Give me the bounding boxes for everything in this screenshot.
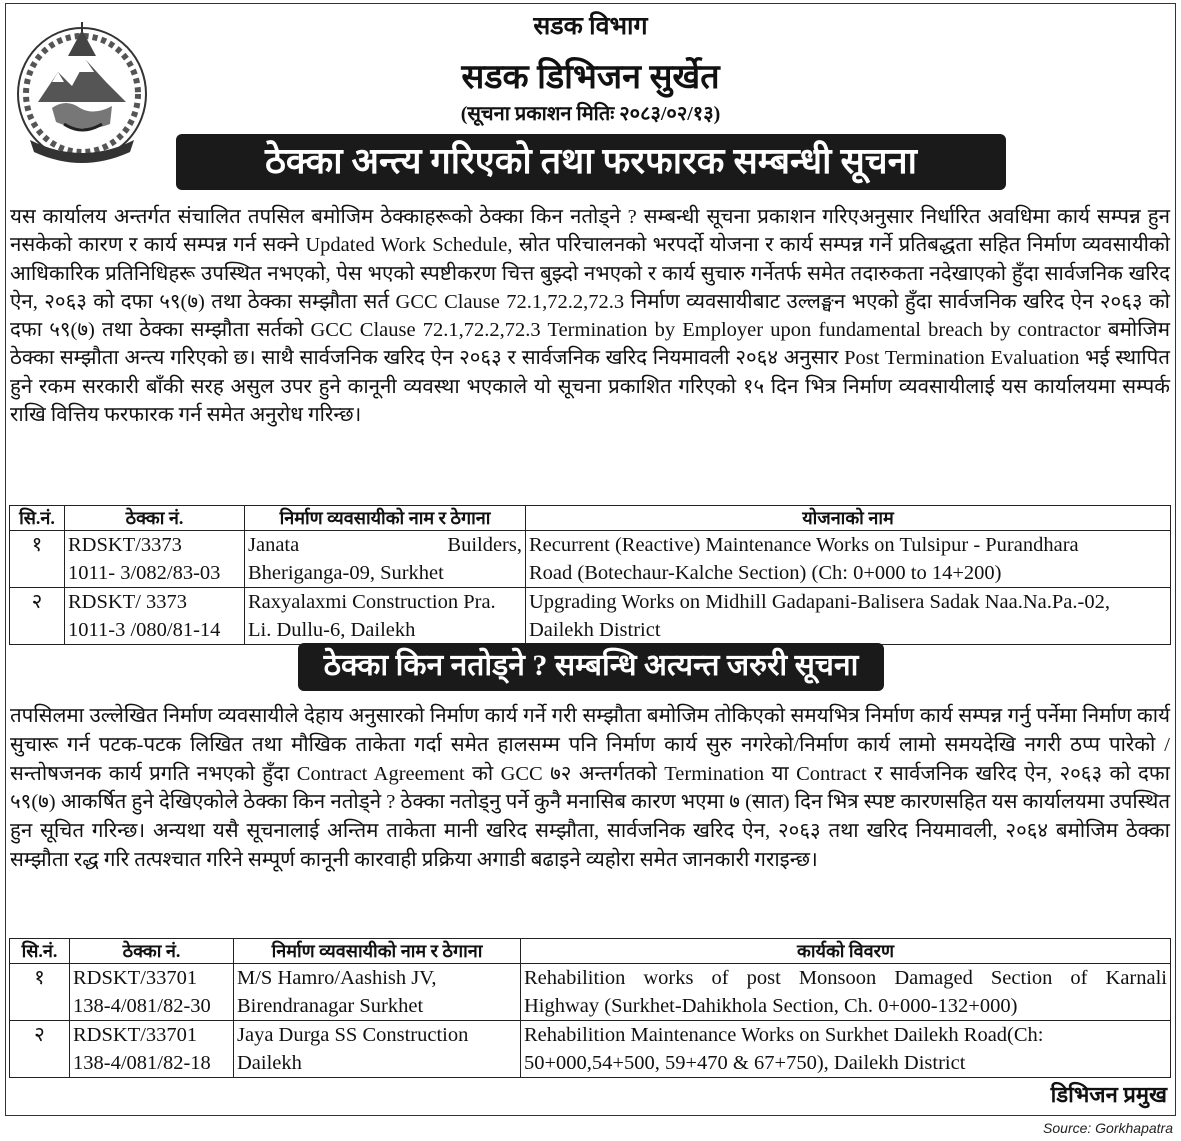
notice2-body: तपसिलमा उल्लेखित निर्माण व्यवसायीले देहाय अनुसारको निर्माण कार्य गर्ने गरी सम्झौता बमोजिम तोकिएको समयभित्र निर्माण कार्य सम्पन्न गर्नु पर्नेमा निर्माण कार्य सुचारू गर्न पटक-पटक लिखित तथा मौखिक ताकेता गर्दा समेत हालसम्म पनि निर्माण कार्य सुरु नगरेको/निर्माण कार्य लामो समयदेखि नगरी ठप्प पारेको /सन्तोषजनक कार्य प्रगति नभएको हुँदा Contract Agreement को GCC ७२ अन्तर्गतको Termination या Contract र सार्वजनिक खरिद ऐन, २०६३ को दफा ५९(७) आकर्षित हुने देखिएकोले ठेक्का किन नतोड्ने ? ठेक्का नतोड्नु पर्ने कुनै मनासिब कारण भएमा ७ (सात) दिन भित्र स्पष्ट कारणसहित यस कार्यालयमा उपस्थित हुन सूचित गरिन्छ। अन्यथा यसै सूचनालाई अन्तिम ताकेता मानी खरिद सम्झौता, सार्वजनिक खरिद ऐन, २०६३ तथा खरिद नियमावली, २०६४ बमोजिम ठेक्का सम्झौता रद्ध गरि तत्पश्चात गरिने सम्पूर्ण कानूनी कारवाही प्रक्रिया अगाडी बढाइने व्यहोरा समेत जानकारी गराइन्छ। — [10, 705, 1170, 871]
project-line2: Road (Botechaur-Kalche Section) (Ch: 0+000 to 14+200) — [529, 562, 1002, 584]
table-header-row — [10, 506, 1171, 531]
notice2-title: ठेक्का किन नतोड्ने ? सम्बन्धि अत्यन्त जरुरी सूचना — [298, 643, 884, 691]
contractor-line1: Janata Builders, — [248, 534, 522, 556]
table-row — [10, 964, 1171, 1021]
row-sn: २ — [10, 588, 65, 645]
column-header-sn: सि.नं. — [10, 939, 70, 964]
source-credit: Source: Gorkhapatra — [1043, 1120, 1173, 1136]
column-header-sn: सि.नं. — [10, 506, 65, 531]
row-work-description — [521, 1021, 1171, 1078]
notice1-table — [9, 505, 1171, 645]
project-line2: 50+000,54+500, 59+470 & 67+750), Dailekh District — [524, 1052, 966, 1074]
column-header-contractor: निर्माण व्यवसायीको नाम र ठेगाना — [234, 939, 521, 964]
project-line2: Dailekh District — [529, 619, 661, 641]
table-row — [10, 588, 1171, 645]
row-sn: १ — [10, 531, 65, 588]
project-line1: Upgrading Works on Midhill Gadapani-Balisera Sadak Naa.Na.Pa.-02, — [529, 591, 1110, 613]
row-contractor — [234, 1021, 521, 1078]
column-header-contract-no: ठेक्का नं. — [70, 939, 234, 964]
row-project — [526, 588, 1171, 645]
row-project — [526, 531, 1171, 588]
row-sn: १ — [10, 964, 70, 1021]
contractor-line1: M/S Hamro/Aashish JV, — [237, 967, 437, 989]
contract-no-line1: RDSKT/ 3373 — [68, 591, 188, 613]
notice1-body: यस कार्यालय अन्तर्गत संचालित तपसिल बमोजिम ठेक्काहरूको ठेक्का किन नतोड्ने ? सम्बन्धी सूचना प्रकाशन गरिएअनुसार निर्धारित अवधिमा कार्य सम्पन्न हुन नसकेको कारण र कार्य सम्पन्न गर्न सक्ने Updated Work Schedule, स्रोत परिचालनको भरपर्दो योजना र कार्य सम्पन्न गर्ने प्रतिबद्धता सहित निर्माण व्यवसायीको आधिकारिक प्रतिनिधिहरू उपस्थित नभएको, पेस भएको स्पष्टीकरण चित्त बुझ्दो नभएको र कार्य सुचारु गर्नेतर्फ समेत तदारुकता नदेखाएको हुँदा सार्वजनिक खरिद ऐन, २०६३ को दफा ५९(७) तथा ठेक्का सम्झौता सर्त GCC Clause 72.1,72.2,72.3 निर्माण व्यवसायीबाट उल्लङ्घन भएको हुँदा सार्वजनिक खरिद ऐन २०६३ को दफा ५९(७) तथा ठेक्का सम्झौता सर्तको GCC Clause 72.1,72.2,72.3 Termination by Employer upon fundamental breach by contractor बमोजिम ठेक्का सम्झौता अन्त्य गरिएको छ। साथै सार्वजनिक खरिद ऐन २०६३ र सार्वजनिक खरिद नियमावली २०६४ अनुसार Post Termination Evaluation भई स्थापित हुने रकम सरकारी बाँकी सरह असुल उपर हुने कानूनी व्यवस्था भएकाले यो सूचना प्रकाशित गरिएको १५ दिन भित्र निर्माण व्यवसायीलाई यस कार्यालयमा सम्पर्क राखि वित्तिय फरफारक गर्न समेत अनुरोध गरिन्छ। — [10, 206, 1171, 427]
row-contract-no — [70, 1021, 234, 1078]
contract-no-line2: 138-4/081/82-30 — [73, 995, 211, 1017]
column-header-project: योजनाको नाम — [526, 506, 1171, 531]
column-header-contractor: निर्माण व्यवसायीको नाम र ठेगाना — [245, 506, 526, 531]
contract-no-line2: 1011-3 /080/81-14 — [68, 619, 221, 641]
contract-no-line1: RDSKT/33701 — [73, 967, 198, 989]
row-contract-no — [65, 531, 245, 588]
contract-no-line2: 1011- 3/082/83-03 — [68, 562, 221, 584]
project-line1: Rehabilition works of post Monsoon Damaged Section of Karnali — [524, 967, 1167, 989]
signatory: डिभिजन प्रमुख — [1050, 1082, 1167, 1107]
table-row — [10, 531, 1171, 588]
project-line2: Highway (Surkhet-Dahikhola Section, Ch. 0+000-132+000) — [524, 995, 1018, 1017]
table-header-row — [10, 939, 1171, 964]
contract-no-line2: 138-4/081/82-18 — [73, 1052, 211, 1074]
row-sn: २ — [10, 1021, 70, 1078]
department-name: सडक विभाग — [533, 13, 648, 40]
notice2-table — [9, 938, 1171, 1078]
table-row — [10, 1021, 1171, 1078]
project-line1: Rehabilition Maintenance Works on Surkhet Dailekh Road(Ch: — [524, 1024, 1044, 1046]
row-contractor — [245, 588, 526, 645]
row-contract-no — [65, 588, 245, 645]
column-header-contract-no: ठेक्का नं. — [65, 506, 245, 531]
division-name: सडक डिभिजन सुर्खेत — [461, 59, 720, 96]
contractor-line1: Raxyalaxmi Construction Pra. — [248, 591, 496, 613]
project-line1: Recurrent (Reactive) Maintenance Works on Tulsipur - Purandhara — [529, 534, 1079, 556]
column-header-work-description: कार्यको विवरण — [521, 939, 1171, 964]
contract-no-line1: RDSKT/33701 — [73, 1024, 198, 1046]
contractor-line2: Birendranagar Surkhet — [237, 995, 424, 1017]
publication-date: (सूचना प्रकाशन मितिः २०८३/०२/१३) — [460, 103, 721, 125]
row-work-description — [521, 964, 1171, 1021]
row-contractor — [245, 531, 526, 588]
notice1-title: ठेक्का अन्त्य गरिएको तथा फरफारक सम्बन्धी सूचना — [176, 134, 1006, 190]
row-contract-no — [70, 964, 234, 1021]
row-contractor — [234, 964, 521, 1021]
contractor-line2: Li. Dullu-6, Dailekh — [248, 619, 416, 641]
contractor-line1: Jaya Durga SS Construction — [237, 1024, 469, 1046]
contract-no-line1: RDSKT/3373 — [68, 534, 182, 556]
contractor-line2: Bheriganga-09, Surkhet — [248, 562, 444, 584]
contractor-line2: Dailekh — [237, 1052, 302, 1074]
